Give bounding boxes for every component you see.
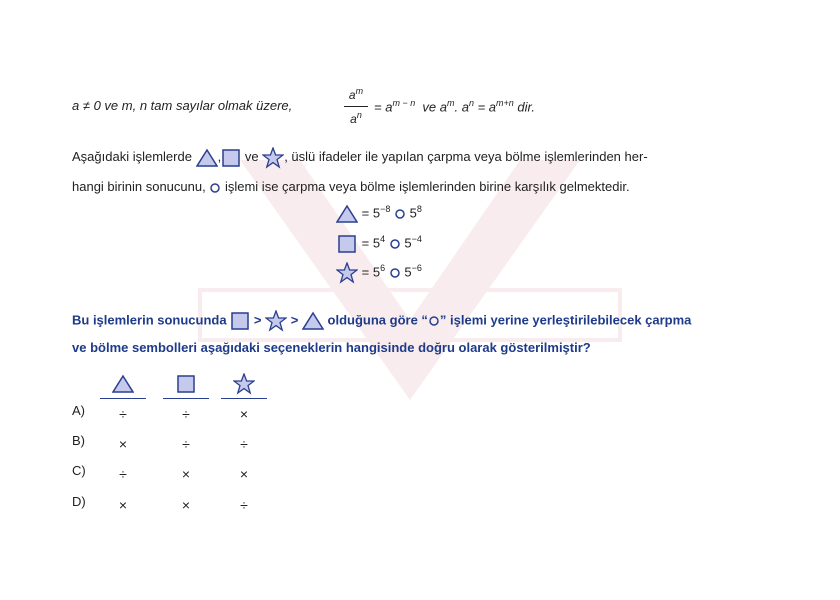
operation-base: = 5 <box>361 205 381 221</box>
option-c-value: × <box>239 466 249 482</box>
triangle-icon <box>112 374 134 394</box>
greater-than: > <box>290 312 299 328</box>
star-icon <box>262 147 284 169</box>
paragraph-text: Aşağıdaki işlemlerde <box>72 149 192 164</box>
exponent: 4 <box>380 234 386 245</box>
triangle-icon <box>196 148 218 168</box>
operation-base: = 5 <box>361 264 381 280</box>
exponent: −4 <box>411 234 422 245</box>
paragraph-text: işlemi ise çarpma veya bölme işlemlerinden birine karşılık gelmektedir. <box>224 179 630 194</box>
exponent: 8 <box>416 204 422 215</box>
exponent: −6 <box>411 263 422 274</box>
star-icon <box>336 262 358 284</box>
operation-star <box>336 262 422 284</box>
paragraph-line-2 <box>72 172 630 202</box>
star-icon <box>265 310 287 332</box>
square-icon <box>176 374 196 394</box>
question-line-2: ve bölme sembolleri aşağıdaki seçeneklerin hangisinde doğru olarak gösterilmiştir? <box>72 340 591 355</box>
option-label-d[interactable]: D) <box>72 494 86 509</box>
question-text: Bu işlemlerin sonucunda <box>72 312 227 328</box>
operation-triangle <box>336 204 422 224</box>
circle-operator-icon <box>389 238 401 250</box>
triangle-icon <box>336 204 358 224</box>
option-b-value: × <box>118 436 128 452</box>
option-d-value: × <box>181 497 191 513</box>
question-text: olduğuna göre “ <box>327 312 428 328</box>
exponent: 6 <box>380 263 386 274</box>
circle-operator-icon <box>394 208 406 220</box>
option-c-value: × <box>181 466 191 482</box>
option-a-value: ÷ <box>182 406 190 422</box>
question-line-1 <box>72 310 691 332</box>
fraction-numerator: $a^m$ <box>348 86 364 102</box>
header-underline <box>100 398 146 399</box>
square-icon <box>230 311 250 331</box>
square-icon <box>336 234 358 254</box>
option-d-value: × <box>118 497 128 513</box>
header-underline <box>221 398 267 399</box>
option-label-c[interactable]: C) <box>72 463 86 478</box>
paragraph-text: ve <box>244 149 259 164</box>
option-a-value: × <box>239 406 249 422</box>
option-label-a[interactable]: A) <box>72 403 85 418</box>
greater-than: > <box>253 312 262 328</box>
paragraph-text: , üslü ifadeler ile yapılan çarpma veya bölme işlemlerinden her- <box>284 149 648 164</box>
fraction-denominator: $a^n$ <box>350 110 362 126</box>
circle-operator-icon <box>389 267 401 279</box>
triangle-icon <box>302 311 324 331</box>
exponent: −8 <box>380 204 391 215</box>
option-b-value: ÷ <box>182 436 190 452</box>
circle-operator-icon <box>428 315 440 327</box>
paragraph-text: hangi birinin sonucunu, <box>72 179 206 194</box>
operation-base: 5 <box>404 235 412 251</box>
header-underline <box>163 398 209 399</box>
circle-operator-icon <box>209 182 221 194</box>
paragraph-line-1 <box>72 142 648 172</box>
option-label-b[interactable]: B) <box>72 433 85 448</box>
paragraph-text: , <box>217 149 222 164</box>
star-icon <box>233 373 255 395</box>
option-a-value: ÷ <box>119 406 127 422</box>
option-c-value: ÷ <box>119 466 127 482</box>
operation-base: 5 <box>404 264 412 280</box>
operation-base: = 5 <box>361 235 381 251</box>
rule-tail: = $a^{m - n}$ ve $a^m$. $a^n = a^{m+n}$ dir. <box>374 98 535 115</box>
question-text: ” işlemi yerine yerleştirilebilecek çarpma <box>439 312 692 328</box>
operation-base: 5 <box>409 205 417 221</box>
fraction-line <box>344 106 368 107</box>
square-icon <box>221 148 241 168</box>
option-b-value: ÷ <box>240 436 248 452</box>
operation-square <box>336 234 422 254</box>
intro-prefix: a ≠ 0 ve m, n tam sayılar olmak üzere, <box>72 98 293 113</box>
option-d-value: ÷ <box>240 497 248 513</box>
